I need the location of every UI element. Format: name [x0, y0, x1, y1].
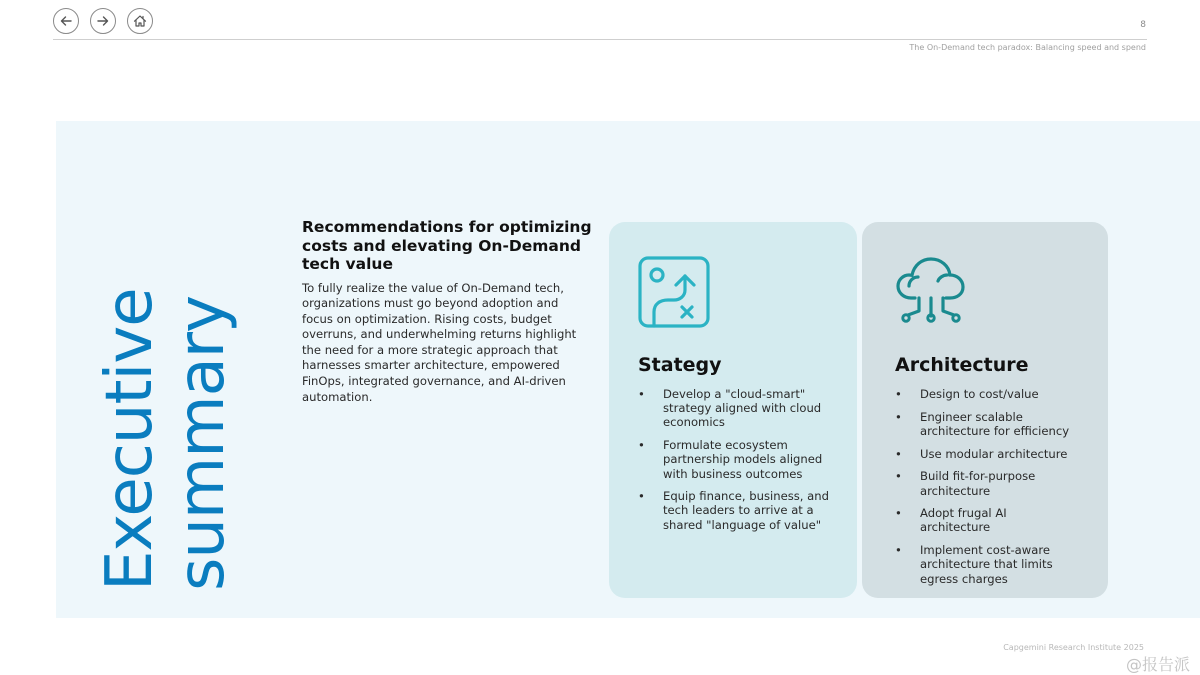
architecture-list — [895, 387, 1080, 586]
home-button[interactable] — [127, 8, 153, 34]
intro-block — [302, 218, 592, 405]
watermark: @报告派 — [1125, 655, 1190, 674]
bullet: • — [895, 446, 902, 461]
strategy-card-title: Stategy — [638, 354, 722, 376]
section-title — [93, 275, 239, 595]
bullet: • — [895, 469, 902, 484]
intro-heading: Recommendations for optimizing costs and elevating On-Demand tech value — [302, 218, 592, 273]
arrow-right-icon — [96, 14, 110, 28]
bullet: • — [895, 506, 902, 521]
list-item: • Build fit-for-purpose architecture — [895, 469, 1036, 498]
navigation-bar — [53, 8, 153, 34]
bullet: • — [638, 438, 645, 453]
footer-credit: Capgemini Research Institute 2025 — [1003, 643, 1144, 652]
bullet: • — [895, 409, 902, 424]
cloud-network-icon — [895, 256, 967, 328]
bullet: • — [638, 489, 645, 504]
home-icon — [133, 14, 147, 28]
list-item: • Engineer scalable architecture for efficiency — [895, 409, 1070, 438]
intro-body: To fully realize the value of On-Demand tech, organizations must go beyond adoption and focus on optimization. Rising costs, budget overruns, and underwhelming returns highlight the need for a more strategic approach that harnesses smarter architecture, empowered FinOps, integrated governance, and AI-driven automation. — [302, 280, 577, 404]
back-button[interactable] — [53, 8, 79, 34]
page-number: 8 — [1140, 20, 1146, 30]
bullet: • — [895, 543, 902, 558]
list-item: • Design to cost/value — [895, 387, 1039, 401]
strategy-list — [638, 387, 829, 532]
list-item: • Adopt frugal AI architecture — [895, 506, 1007, 535]
section-title-line1: Executive — [93, 288, 167, 591]
bullet: • — [638, 387, 645, 401]
arrow-left-icon — [59, 14, 73, 28]
list-item: • Implement cost-aware architecture that limits egress charges — [895, 543, 1053, 586]
list-item: • Develop a "cloud-smart" strategy aligned with cloud economics — [638, 387, 822, 430]
architecture-card-title: Architecture — [895, 354, 1029, 376]
forward-button[interactable] — [90, 8, 116, 34]
running-title: The On-Demand tech paradox: Balancing speed and spend — [909, 43, 1146, 52]
architecture-card — [862, 222, 1108, 598]
strategy-map-icon — [638, 256, 710, 328]
bullet: • — [895, 387, 902, 401]
list-item: • Use modular architecture — [895, 446, 1068, 461]
list-item: • Formulate ecosystem partnership models aligned with business outcomes — [638, 438, 823, 481]
header-divider — [53, 39, 1147, 40]
list-item: • Equip finance, business, and tech leaders to arrive at a shared "language of value" — [638, 489, 829, 532]
strategy-card — [609, 222, 857, 598]
section-title-line2: summary — [165, 296, 239, 591]
